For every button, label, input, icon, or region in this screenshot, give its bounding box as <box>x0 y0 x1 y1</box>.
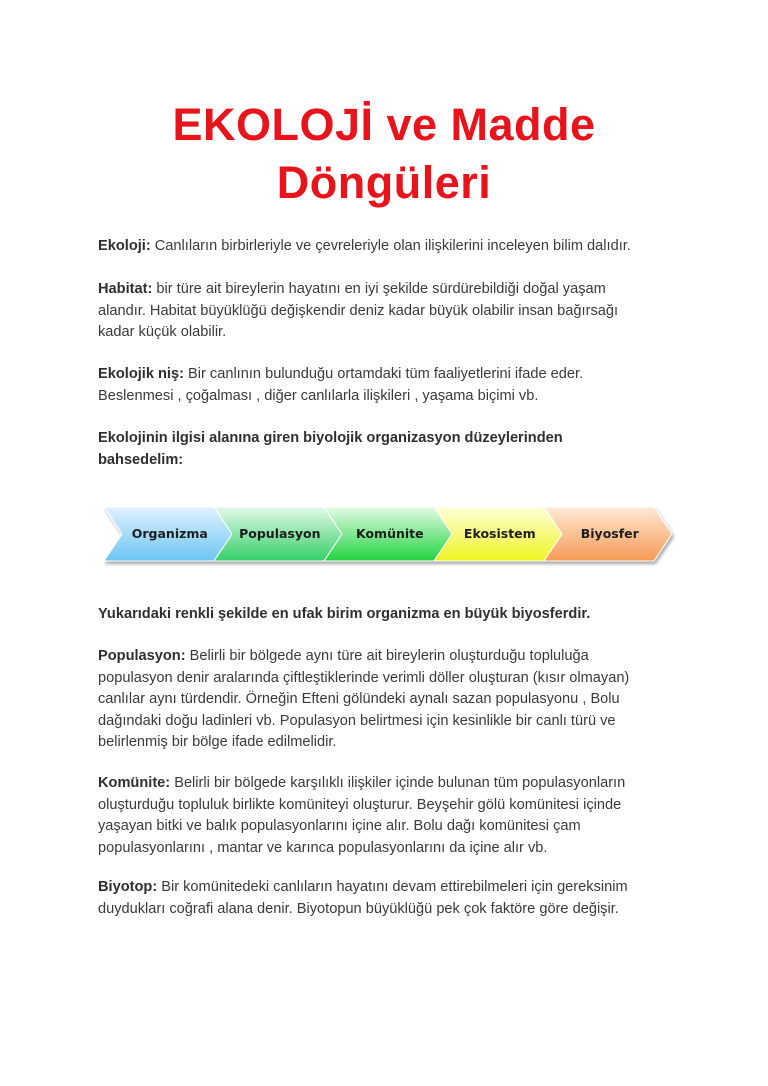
organization-levels-diagram <box>104 506 680 562</box>
populasyon-line-5: belirlenmiş bir bölge ifade edilmelidir. <box>98 734 337 750</box>
chevron-label-organizma: Organizma <box>131 526 208 541</box>
habitat-line-1: bir türe ait bireylerin hayatını en iyi şekilde sürdürebildiği doğal yaşam <box>152 281 606 297</box>
populasyon-line-1: Belirli bir bölgede aynı türe ait bireylerin oluşturduğu topluluğa <box>185 648 589 664</box>
habitat-term: Habitat: <box>98 281 153 297</box>
ekoloji-text: Canlıların birbirleriyle ve çevreleriyle olan ilişkilerini inceleyen bilim dalıdır. <box>150 238 631 254</box>
chevron-label-populasyon: Populasyon <box>239 526 321 541</box>
biyotop-line-2: duydukları coğrafi alana denir. Biyotopun büyüklüğü pek çok faktöre göre değişir. <box>98 900 619 917</box>
populasyon-line-4: dağındaki doğu ladinleri vb. Populasyon belirtmesi için kesinlikle bir canlı türü ve <box>98 712 616 729</box>
biyotop-definition <box>98 877 678 920</box>
biyotop-line-1: Bir komünitedeki canlıların hayatını devam ettirebilmeleri için gereksinim <box>157 879 628 895</box>
komunite-line-1: Belirli bir bölgede karşılıklı ilişkiler içinde bulunan tüm populasyonların <box>170 775 626 791</box>
populasyon-line-3: canlılar aynı türdendir. Örneğin Efteni gölündeki aynalı sazan populasyonu , Bolu <box>98 691 620 707</box>
nis-line-2: Beslenmesi , çoğalması , diğer canlılarla ilişkileri , yaşama biçimi vb. <box>98 387 539 404</box>
summary-line: Yukarıdaki renkli şekilde en ufak birim organizma en büyük biyosferdir. <box>98 606 591 622</box>
habitat-line-2: alandır. Habitat büyüklüğü değişkendir deniz kadar büyük olabilir insan bağırsağı <box>98 302 619 319</box>
komunite-line-4: populasyonlarını , mantar ve karınca populasyonlarını da içine alır vb. <box>98 839 548 856</box>
intro-heading <box>98 428 678 471</box>
title-line-1: EKOLOJİ ve Madde <box>172 99 596 150</box>
komunite-line-3: yaşayan bitki ve balık populasyonlarını içine alır. Bolu dağı komünitesi çam <box>98 818 581 834</box>
intro-line-2: bahsedelim: <box>98 451 184 468</box>
chevron-label-ekosistem: Ekosistem <box>463 526 536 541</box>
page-title <box>0 96 768 212</box>
title-line-2: Döngüleri <box>276 157 492 208</box>
habitat-line-3: kadar küçük olabilir. <box>98 324 227 340</box>
komunite-line-2: oluşturduğu topluluk birlikte komüniteyi oluşturur. Beyşehir gölü komünitesi içinde <box>98 796 622 813</box>
komunite-term: Komünite: <box>98 775 171 791</box>
komunite-definition <box>98 773 678 859</box>
nis-line-1: Bir canlının bulunduğu ortamdaki tüm faaliyetlerini ifade eder. <box>183 366 584 382</box>
populasyon-term: Populasyon: <box>98 648 186 664</box>
summary-sentence <box>98 604 678 626</box>
habitat-definition <box>98 279 678 344</box>
populasyon-line-2: populasyon denir aralarında çiftleştiklerinde verimli döller oluşturan (kısır olmayan) <box>98 669 630 686</box>
chevron-label-komünite: Komünite <box>355 526 424 541</box>
populasyon-definition <box>98 646 678 754</box>
nis-term: Ekolojik niş: <box>98 366 184 382</box>
nis-definition <box>98 364 678 407</box>
biyotop-term: Biyotop: <box>98 879 158 895</box>
ekoloji-definition <box>98 236 678 258</box>
chevron-label-biyosfer: Biyosfer <box>580 526 639 541</box>
intro-line-1: Ekolojinin ilgisi alanına giren biyolojik organizasyon düzeylerinden <box>98 430 563 446</box>
ekoloji-term: Ekoloji: <box>98 238 151 254</box>
